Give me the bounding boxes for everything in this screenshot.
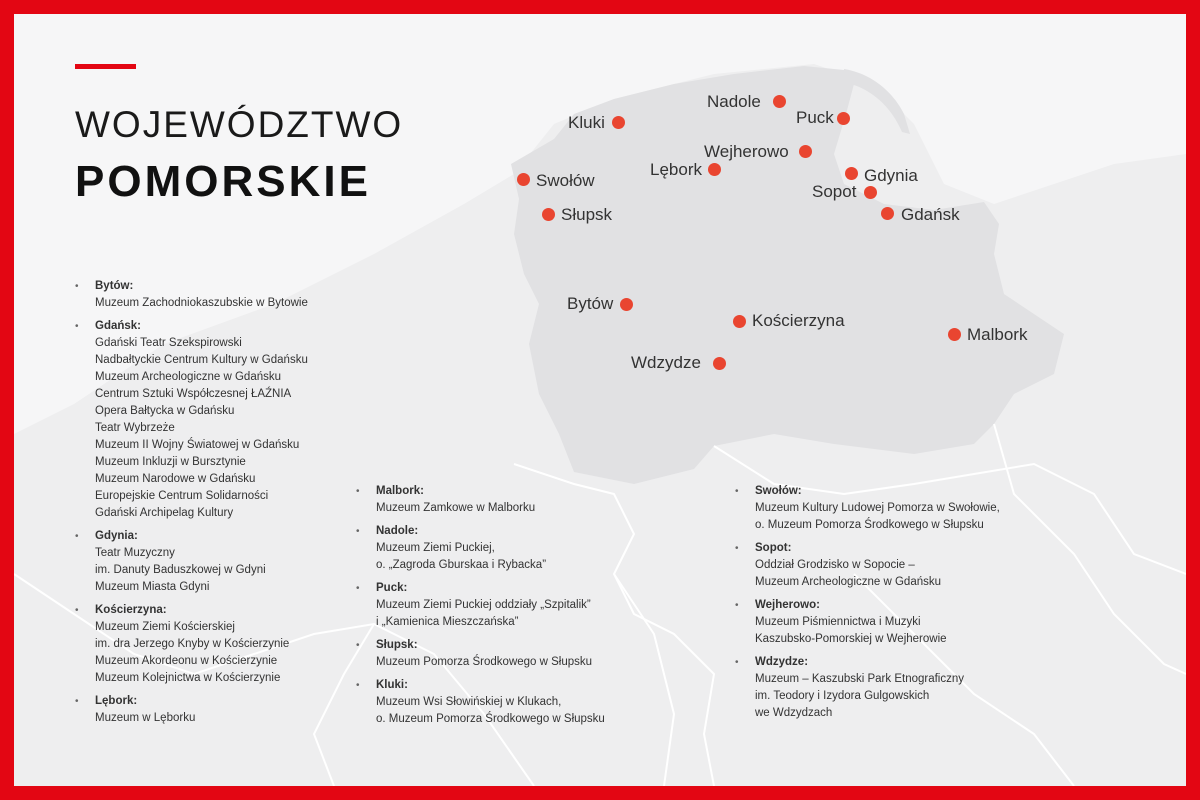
entry-museum: Nadbałtyckie Centrum Kultury w Gdańsku (95, 354, 308, 366)
entry-museum: Muzeum Piśmiennictwa i Muzyki (755, 616, 921, 628)
entry-museum: Muzeum Narodowe w Gdańsku (95, 473, 256, 485)
entry-museum: Teatr Muzyczny (95, 547, 175, 559)
entry-city: • Swołów: (755, 485, 802, 497)
entry-museum: Muzeum w Lęborku (95, 712, 196, 724)
city-marker-kluki[interactable] (612, 116, 625, 129)
city-marker-lebork[interactable] (708, 163, 721, 176)
entry-city: • Lębork: (95, 695, 138, 707)
entry-city: • Puck: (376, 582, 408, 594)
entry-city: • Słupsk: (376, 639, 418, 651)
entry-museum: im. Danuty Baduszkowej w Gdyni (95, 564, 266, 576)
city-marker-slupsk[interactable] (542, 208, 555, 221)
entry-museum: Muzeum Archeologiczne w Gdańsku (95, 371, 282, 383)
entry-city: • Gdynia: (95, 530, 138, 542)
list-item (356, 523, 605, 574)
entry-museum: i „Kamienica Mieszczańska” (376, 616, 519, 628)
entry-city: • Kościerzyna: (95, 604, 167, 616)
city-marker-bytow[interactable] (620, 298, 633, 311)
city-marker-wdzydze[interactable] (713, 357, 726, 370)
entry-museum: Muzeum Ziemi Puckiej, (376, 542, 495, 554)
city-marker-gdansk[interactable] (881, 207, 894, 220)
list-item (735, 597, 1000, 648)
entry-museum: we Wdzydzach (755, 707, 833, 719)
entry-museum: Muzeum Kolejnictwa w Kościerzynie (95, 672, 281, 684)
entry-museum: Muzeum – Kaszubski Park Etnograficzny (755, 673, 965, 685)
city-marker-gdynia[interactable] (845, 167, 858, 180)
entry-museum: Centrum Sztuki Współczesnej ŁAŹNIA (95, 388, 292, 400)
entry-city: • Malbork: (376, 485, 424, 497)
list-item (356, 637, 605, 671)
list-item (75, 602, 308, 687)
city-marker-nadole[interactable] (773, 95, 786, 108)
entry-museum: Muzeum Ziemi Kościerskiej (95, 621, 235, 633)
entry-museum: im. Teodory i Izydora Gulgowskich (755, 690, 930, 702)
entry-museum: Muzeum Kultury Ludowej Pomorza w Swołowie, (755, 502, 1000, 514)
entry-museum: im. dra Jerzego Knyby w Kościerzynie (95, 638, 290, 650)
city-marker-swolow[interactable] (517, 173, 530, 186)
entry-city: • Wejherowo: (755, 599, 820, 611)
city-label-puck: Puck (796, 108, 834, 127)
entry-museum: o. Muzeum Pomorza Środkowego w Słupsku (376, 713, 605, 725)
city-label-slupsk: Słupsk (561, 205, 613, 224)
entry-museum: o. Muzeum Pomorza Środkowego w Słupsku (755, 519, 984, 531)
list-item (75, 693, 308, 727)
city-label-wdzydze: Wdzydze (631, 353, 701, 372)
city-label-lebork: Lębork (650, 160, 702, 179)
entry-museum: Muzeum Zachodniokaszubskie w Bytowie (95, 297, 308, 309)
entry-city: • Sopot: (755, 542, 792, 554)
city-marker-wejherowo[interactable] (799, 145, 812, 158)
city-marker-sopot[interactable] (864, 186, 877, 199)
entry-city: • Nadole: (376, 525, 419, 537)
city-label-gdansk: Gdańsk (901, 205, 960, 224)
museum-list-left (75, 278, 308, 733)
entry-museum: Teatr Wybrzeże (95, 422, 175, 434)
entry-museum: Opera Bałtycka w Gdańsku (95, 405, 235, 417)
city-marker-malbork[interactable] (948, 328, 961, 341)
entry-museum: Muzeum Pomorza Środkowego w Słupsku (376, 656, 593, 668)
city-label-sopot: Sopot (812, 182, 857, 201)
entry-museum: Muzeum Archeologiczne w Gdańsku (755, 576, 942, 588)
entry-museum: Oddział Grodzisko w Sopocie – (755, 559, 915, 571)
entry-museum: Gdański Teatr Szekspirowski (95, 337, 242, 349)
list-item (75, 528, 308, 596)
title-voivodeship: WOJEWÓDZTWO (75, 104, 404, 145)
museum-list-right (735, 483, 1000, 728)
entry-city: • Wdzydze: (755, 656, 809, 668)
entry-city: • Bytów: (95, 280, 134, 292)
entry-city: • Gdańsk: (95, 320, 142, 332)
city-label-swolow: Swołów (536, 171, 595, 190)
entry-museum: Europejskie Centrum Solidarności (95, 490, 269, 502)
title-region-name: POMORSKIE (75, 157, 371, 206)
city-label-gdynia: Gdynia (864, 166, 918, 185)
list-item (356, 677, 605, 728)
list-item (735, 540, 1000, 591)
entry-museum: Muzeum Zamkowe w Malborku (376, 502, 536, 514)
entry-museum: Muzeum Inkluzji w Bursztynie (95, 456, 246, 468)
list-item (356, 483, 605, 517)
city-label-koscierzyna: Kościerzyna (752, 311, 845, 330)
list-item (356, 580, 605, 631)
accent-bar (75, 64, 136, 69)
entry-museum: Muzeum Ziemi Puckiej oddziały „Szpitalik” (376, 599, 591, 611)
entry-museum: Muzeum Akordeonu w Kościerzynie (95, 655, 278, 667)
city-marker-puck[interactable] (837, 112, 850, 125)
entry-museum: o. „Zagroda Gburskaa i Rybacka” (376, 559, 547, 571)
city-label-wejherowo: Wejherowo (704, 142, 789, 161)
city-marker-koscierzyna[interactable] (733, 315, 746, 328)
entry-museum: Kaszubsko-Pomorskiej w Wejherowie (755, 633, 947, 645)
entry-museum: Muzeum Miasta Gdyni (95, 581, 210, 593)
entry-city: • Kluki: (376, 679, 408, 691)
list-item (75, 278, 308, 312)
city-label-nadole: Nadole (707, 92, 761, 111)
museum-list-middle (356, 483, 605, 734)
entry-museum: Muzeum II Wojny Światowej w Gdańsku (95, 439, 300, 451)
city-label-kluki: Kluki (568, 113, 605, 132)
map-canvas (14, 14, 1186, 786)
list-item (735, 483, 1000, 534)
list-item (75, 318, 308, 522)
list-item (735, 654, 1000, 722)
entry-museum: Gdański Archipelag Kultury (95, 507, 234, 519)
entry-museum: Muzeum Wsi Słowińskiej w Klukach, (376, 696, 562, 708)
city-label-malbork: Malbork (967, 325, 1028, 344)
city-label-bytow: Bytów (567, 294, 614, 313)
